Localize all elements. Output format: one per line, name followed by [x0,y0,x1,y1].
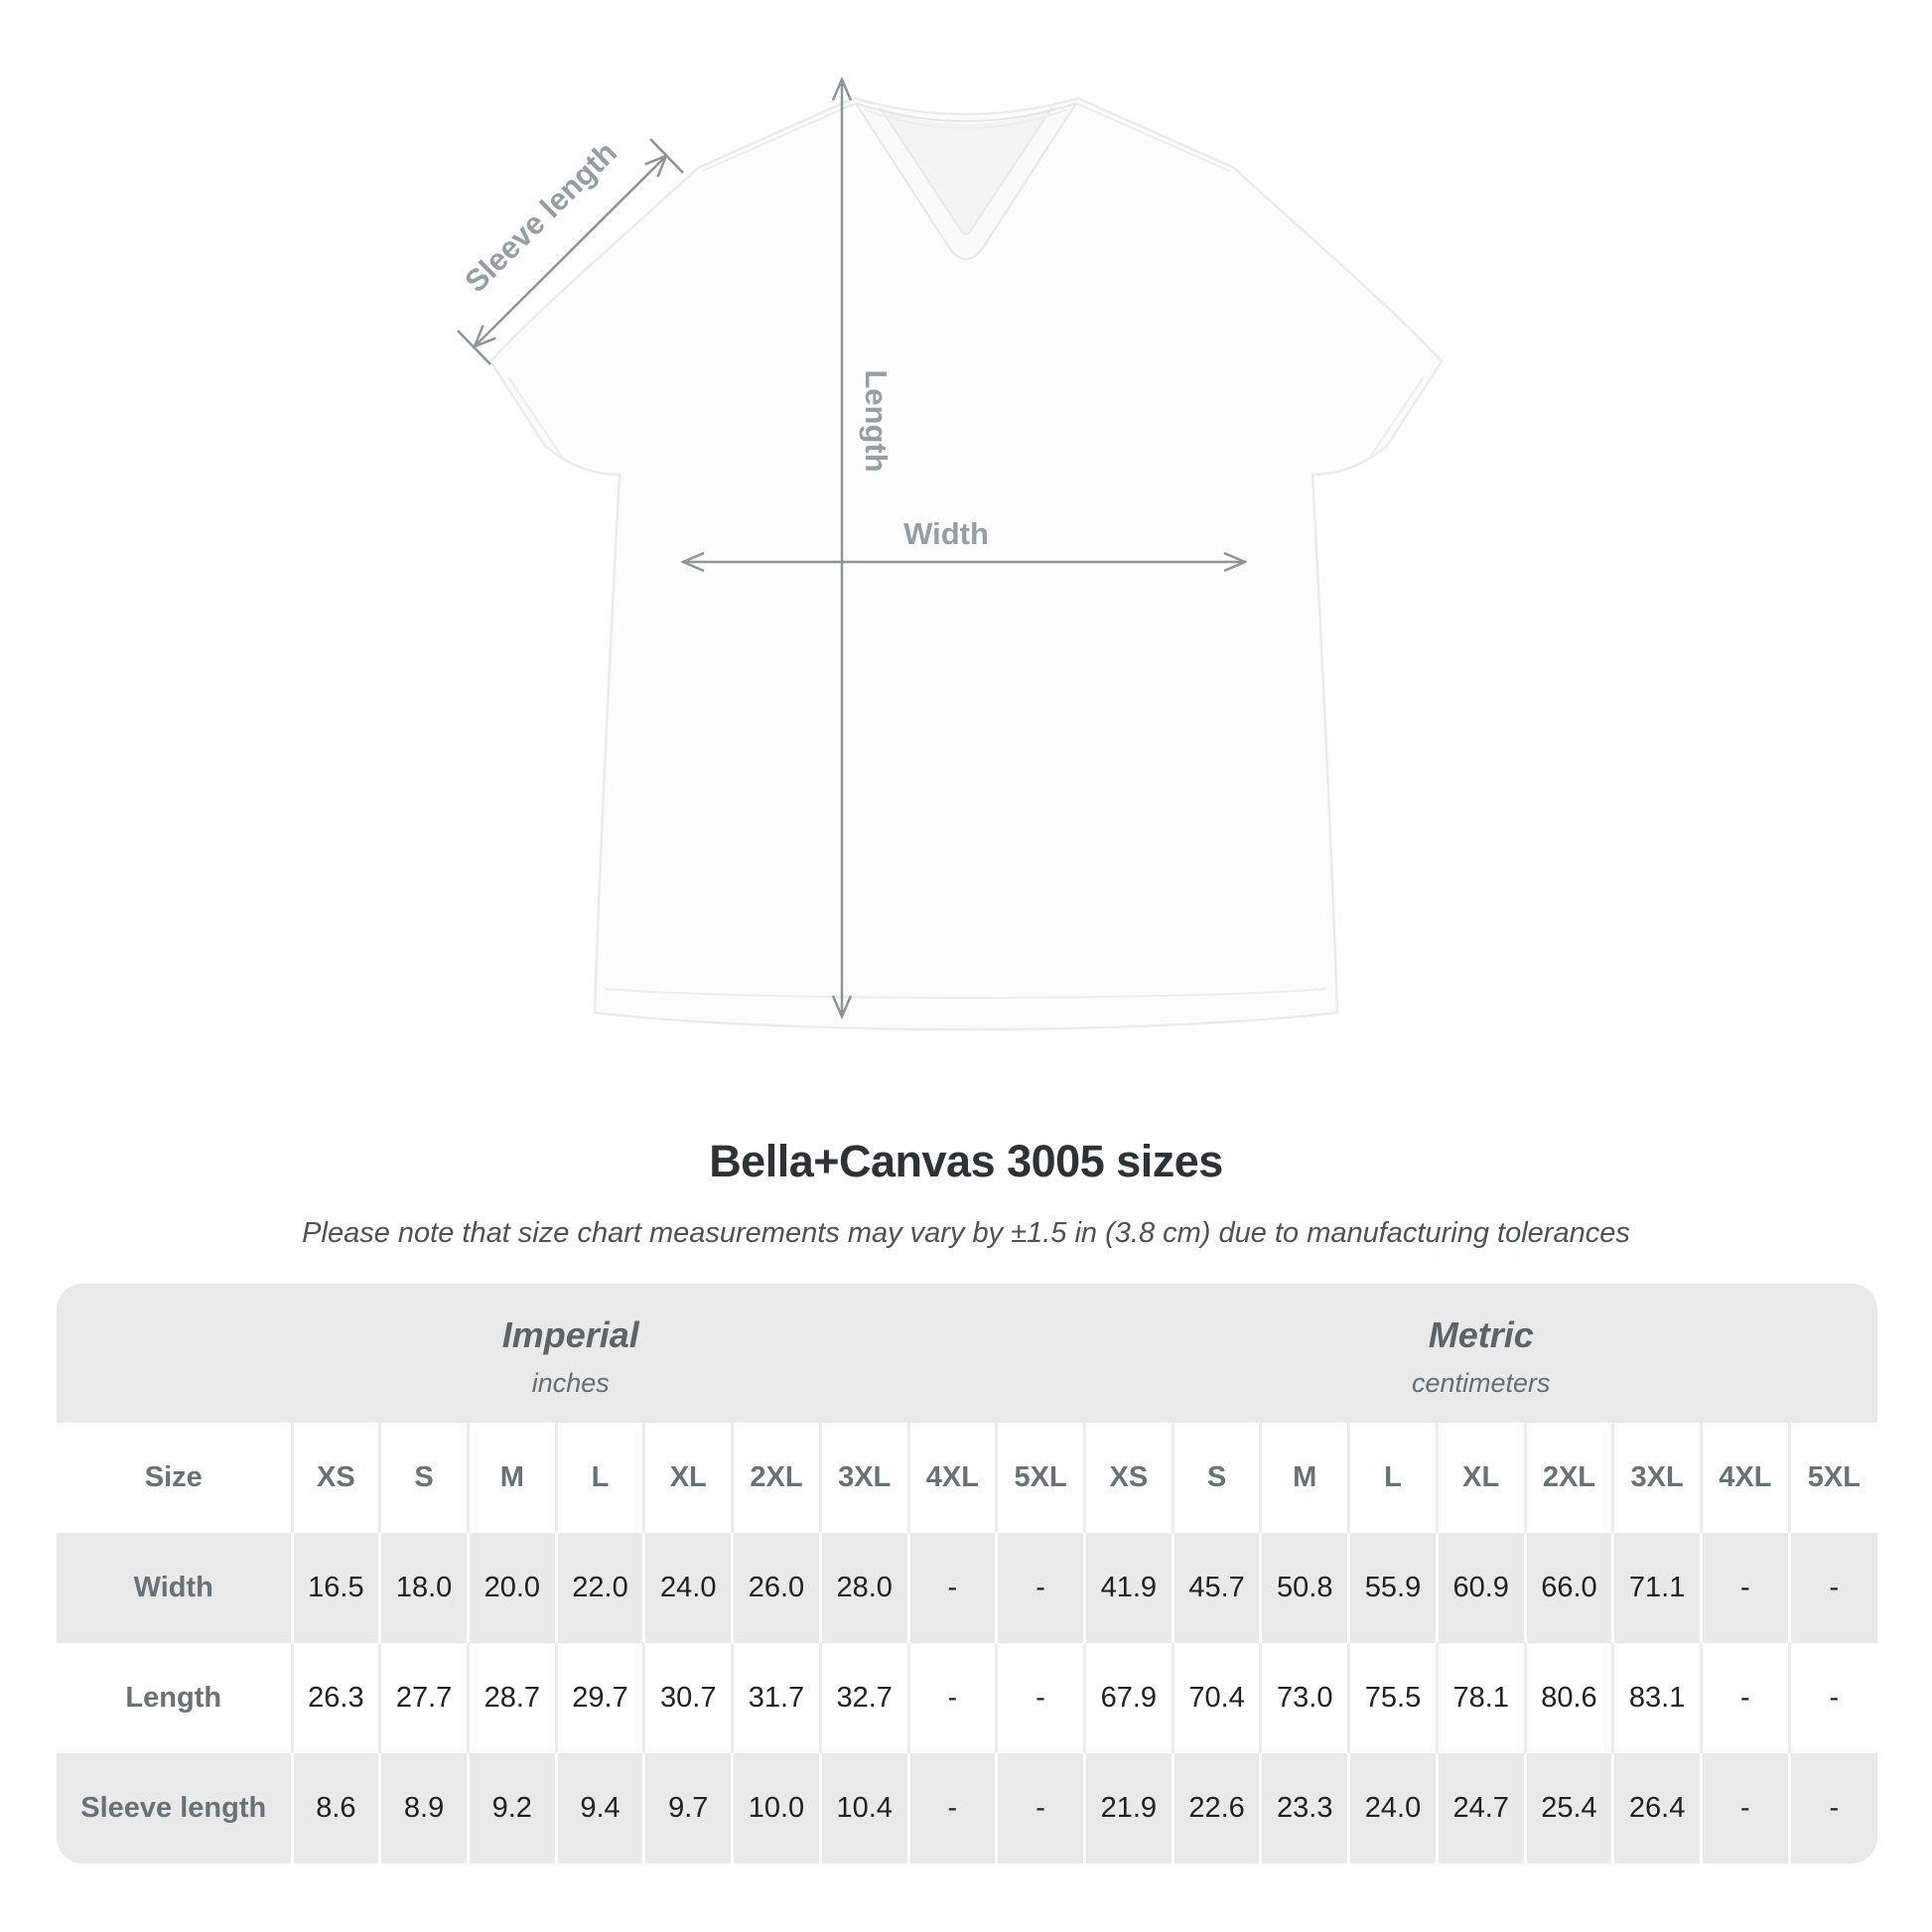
size-value-cell: 31.7 [733,1643,821,1753]
size-value-cell: 45.7 [1173,1533,1261,1643]
size-value-cell: 25.4 [1525,1753,1613,1863]
size-value-cell: - [908,1753,997,1863]
size-col-header: XL [1437,1423,1525,1533]
size-col-header: S [1173,1423,1261,1533]
size-value-cell: 66.0 [1525,1533,1613,1643]
size-value-cell: 78.1 [1437,1643,1525,1753]
size-value-cell: 22.0 [556,1533,644,1643]
size-value-cell: - [997,1753,1085,1863]
metric-unit: centimeters [1411,1367,1551,1398]
size-col-header: 5XL [997,1423,1085,1533]
imperial-section-header [57,1284,1084,1423]
size-value-cell: 21.9 [1084,1753,1173,1863]
size-col-header: XS [292,1423,380,1533]
length-label: Length [859,369,894,473]
size-col-header: L [1349,1423,1438,1533]
size-col-header: M [1261,1423,1349,1533]
size-col-header: XS [1084,1423,1173,1533]
size-value-cell: - [1702,1643,1790,1753]
imperial-label: Imperial [501,1313,639,1355]
tshirt-graphic [490,98,1442,1030]
size-value-cell: 24.0 [1349,1753,1438,1863]
size-value-cell: 20.0 [468,1533,556,1643]
metric-label: Metric [1428,1313,1534,1355]
size-value-cell: 24.7 [1437,1753,1525,1863]
length-row [57,1643,1877,1753]
unit-header-row [57,1284,1877,1423]
size-value-cell: - [997,1533,1085,1643]
size-value-cell: 9.4 [556,1753,644,1863]
metric-section-header [1084,1284,1877,1423]
size-value-cell: 9.2 [468,1753,556,1863]
size-value-cell: - [908,1533,997,1643]
size-value-cell: - [1789,1753,1877,1863]
size-value-cell: 9.7 [644,1753,733,1863]
size-value-cell: 26.3 [292,1643,380,1753]
row-label: Sleeve length [57,1753,292,1863]
size-col-header: L [556,1423,644,1533]
size-value-cell: 16.5 [292,1533,380,1643]
size-col-header: 4XL [908,1423,997,1533]
size-value-cell: 67.9 [1084,1643,1173,1753]
size-value-cell: 18.0 [380,1533,469,1643]
size-header-row [57,1423,1877,1533]
width-row [57,1533,1877,1643]
size-value-cell: 73.0 [1261,1643,1349,1753]
size-col-header: S [380,1423,469,1533]
size-header: Size [57,1423,292,1533]
size-value-cell: - [1789,1533,1877,1643]
size-value-cell: 28.0 [820,1533,908,1643]
size-value-cell: - [908,1643,997,1753]
size-col-header: 2XL [1525,1423,1613,1533]
size-value-cell: 24.0 [644,1533,733,1643]
size-value-cell: 71.1 [1613,1533,1702,1643]
size-value-cell: 32.7 [820,1643,908,1753]
size-value-cell: 80.6 [1525,1643,1613,1753]
row-label: Width [57,1533,292,1643]
size-table [57,1284,1877,1863]
size-value-cell: 26.4 [1613,1753,1702,1863]
size-col-header: 3XL [1613,1423,1702,1533]
size-value-cell: 10.0 [733,1753,821,1863]
size-value-cell: 29.7 [556,1643,644,1753]
size-value-cell: 28.7 [468,1643,556,1753]
size-value-cell: 22.6 [1173,1753,1261,1863]
size-col-header: M [468,1423,556,1533]
size-value-cell: - [997,1643,1085,1753]
size-value-cell: - [1702,1753,1790,1863]
sleeve-length-row [57,1753,1877,1863]
size-value-cell: 30.7 [644,1643,733,1753]
size-col-header: 3XL [820,1423,908,1533]
sleeve-length-label: Sleeve length [458,134,623,300]
size-value-cell: 27.7 [380,1643,469,1753]
size-col-header: 2XL [733,1423,821,1533]
size-value-cell: 75.5 [1349,1643,1438,1753]
tolerance-note: Please note that size chart measurements may vary by ±1.5 in (3.8 cm) due to manufacturing tolerances [302,1217,1630,1249]
page-title: Bella+Canvas 3005 sizes [709,1136,1223,1186]
size-value-cell: 55.9 [1349,1533,1438,1643]
size-value-cell: 26.0 [733,1533,821,1643]
size-value-cell: - [1702,1533,1790,1643]
size-value-cell: 23.3 [1261,1753,1349,1863]
imperial-unit: inches [531,1367,610,1398]
size-value-cell: 83.1 [1613,1643,1702,1753]
size-value-cell: 60.9 [1437,1533,1525,1643]
size-col-header: 5XL [1789,1423,1877,1533]
size-value-cell: 8.9 [380,1753,469,1863]
size-table-grid [57,1284,1877,1863]
size-value-cell: - [1789,1643,1877,1753]
width-label: Width [903,516,989,551]
size-col-header: 4XL [1702,1423,1790,1533]
row-label: Length [57,1643,292,1753]
size-value-cell: 50.8 [1261,1533,1349,1643]
size-value-cell: 70.4 [1173,1643,1261,1753]
size-value-cell: 41.9 [1084,1533,1173,1643]
size-value-cell: 10.4 [820,1753,908,1863]
size-col-header: XL [644,1423,733,1533]
size-value-cell: 8.6 [292,1753,380,1863]
